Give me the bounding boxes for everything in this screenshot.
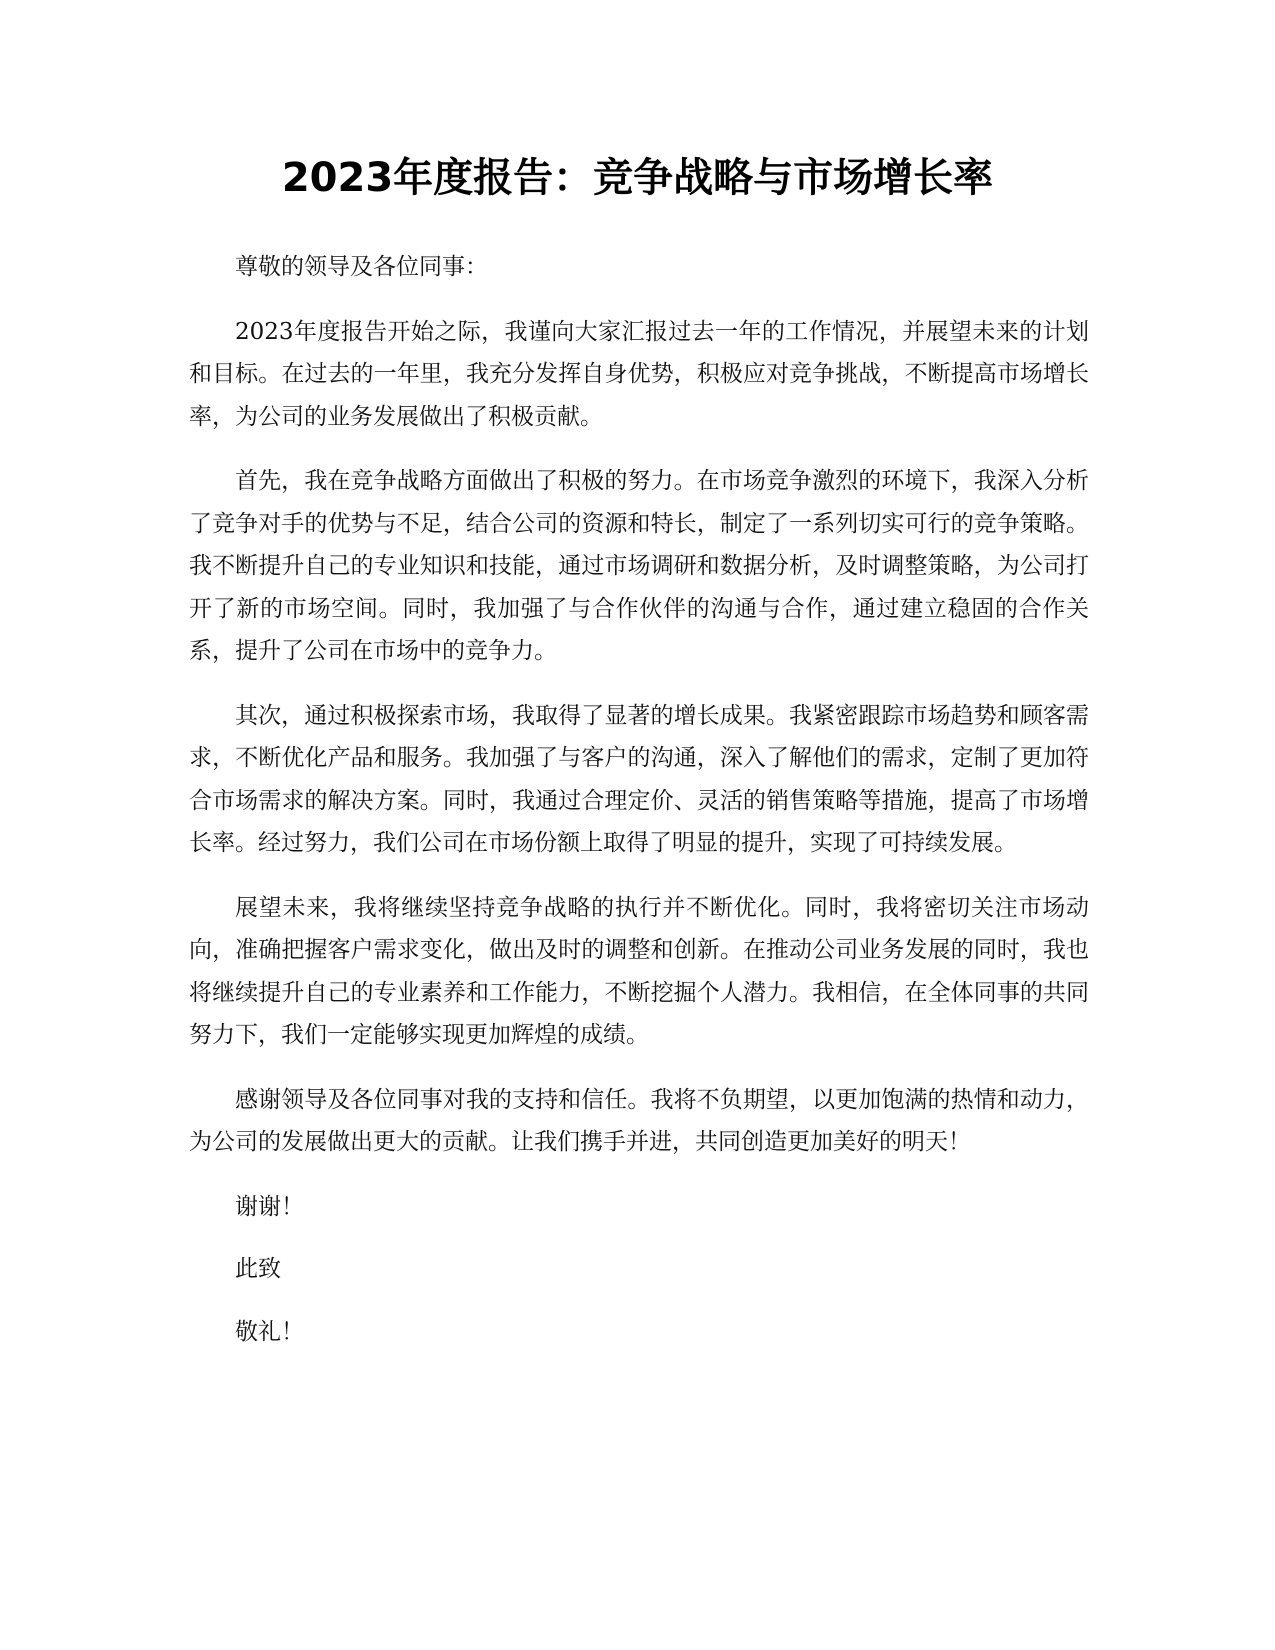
closing-line-2: 敬礼！: [235, 1318, 304, 1345]
paragraph-acknowledgement: 感谢领导及各位同事对我的支持和信任。我将不负期望，以更加饱满的热情和动力，为公司的发展做出更大的贡献。让我们携手并进，共同创造更加美好的明天！: [189, 1086, 1089, 1155]
paragraph-outlook: 展望未来，我将继续坚持竞争战略的执行并不断优化。同时，我将密切关注市场动向，准确把握客户需求变化，做出及时的调整和创新。在推动公司业务发展的同时，我也将继续提升自己的专业素养和工作能力，不断挖掘个人潜力。我相信，在全体同事的共同努力下，我们一定能够实现更加辉煌的成绩。: [189, 894, 1089, 1048]
paragraph-competition-strategy: 首先，我在竞争战略方面做出了积极的努力。在市场竞争激烈的环境下，我深入分析了竞争对手的优势与不足，结合公司的资源和特长，制定了一系列切实可行的竞争策略。我不断提升自己的专业知识和技能，通过市场调研和数据分析，及时调整策略，为公司打开了新的市场空间。同时，我加强了与合作伙伴的沟通与合作，通过建立稳固的合作关系，提升了公司在市场中的竞争力。: [189, 468, 1089, 664]
greeting: 尊敬的领导及各位同事：: [235, 254, 488, 280]
paragraph-intro: 2023年度报告开始之际，我谨向大家汇报过去一年的工作情况，并展望未来的计划和目标。在过去的一年里，我充分发挥自身优势，积极应对竞争挑战，不断提高市场增长率，为公司的业务发展做出了积极贡献。: [189, 318, 1089, 430]
thanks-line: 谢谢！: [235, 1193, 304, 1220]
document-body: [189, 246, 1089, 1373]
closing-line-1: 此致: [235, 1256, 281, 1282]
paragraph-market-growth: 其次，通过积极探索市场，我取得了显著的增长成果。我紧密跟踪市场趋势和顾客需求，不断优化产品和服务。我加强了与客户的沟通，深入了解他们的需求，定制了更加符合市场需求的解决方案。同时，我通过合理定价、灵活的销售策略等措施，提高了市场增长率。经过努力，我们公司在市场份额上取得了明显的提升，实现了可持续发展。: [189, 702, 1089, 856]
document-title: 2023年度报告：竞争战略与市场增长率: [281, 155, 994, 201]
